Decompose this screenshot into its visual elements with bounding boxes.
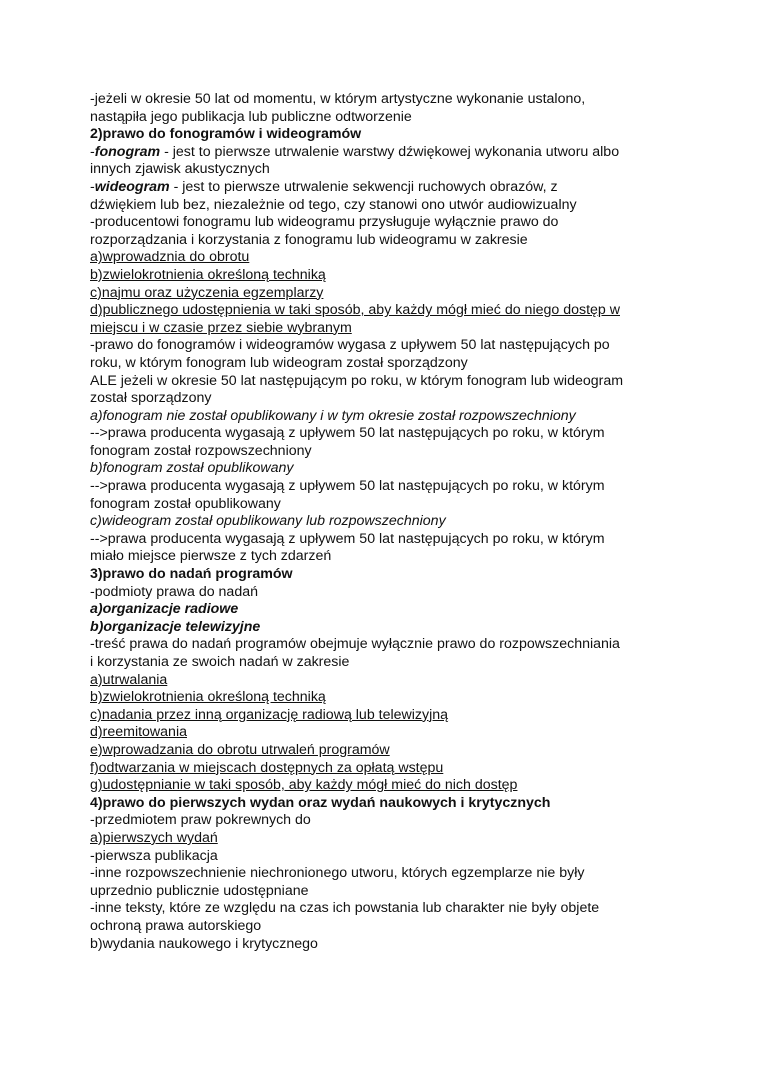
text-line: fonogram został rozpowszechniony [90, 442, 312, 459]
text-line: został sporządzony [90, 390, 212, 407]
term-fonogram: fonogram [94, 143, 161, 160]
text-line: dźwiękiem lub bez, niezależnie od tego, czy stanowi ono utwór audiowizualny [90, 196, 577, 213]
text-line: fonogram został opublikowany [90, 495, 281, 512]
case-item: c)wideogram został opublikowany lub rozpowszechniony [90, 513, 446, 530]
text-line: -prawo do fonogramów i wideogramów wygasa z upływem 50 lat następujących po [90, 337, 610, 354]
text-line: miało miejsce pierwsze z tych zdarzeń [90, 548, 332, 565]
list-item: a)pierwszych wydań [90, 829, 218, 846]
text-line: nastąpiła jego publikacja lub publiczne odtworzenie [90, 108, 412, 125]
list-item: f)odtwarzania w miejscach dostępnych za opłatą wstępu [90, 759, 444, 776]
list-item: e)wprowadzania do obrotu utrwaleń programów [90, 741, 390, 758]
text-line: -->prawa producenta wygasają z upływem 50 lat następujących po roku, w którym [90, 425, 605, 442]
text-line: rozporządzania i korzystania z fonogramu lub wideogramu w zakresie [90, 231, 528, 248]
text-line: roku, w którym fonogram lub wideogram został sporządzony [90, 354, 468, 371]
section-heading-3: 3)prawo do nadań programów [90, 566, 293, 583]
list-item: b)zwielokrotnienia określoną techniką [90, 266, 326, 283]
list-item: a)wprowadznia do obrotu [90, 249, 250, 266]
text-line: -producentowi fonogramu lub wideogramu przysługuje wyłącznie prawo do [90, 214, 559, 231]
list-item: a)utrwalania [90, 671, 168, 688]
term-wideogram: wideogram [94, 178, 170, 195]
list-item: b)zwielokrotnienia określoną techniką [90, 689, 326, 706]
text-line: -inne rozpowszechnienie niechronionego utworu, których egzemplarze nie były [90, 865, 585, 882]
text-line: -podmioty prawa do nadań [90, 583, 258, 600]
document-page [90, 91, 690, 953]
section-heading-4: 4)prawo do pierwszych wydan oraz wydań naukowych i krytycznych [90, 794, 551, 811]
text-line: -przedmiotem praw pokrewnych do [90, 812, 311, 829]
text-line: i korzystania ze swoich nadań w zakresie [90, 654, 350, 670]
text-line: innych zjawisk akustycznych [90, 161, 270, 178]
definition-text: - jest to pierwsze utrwalenie sekwencji ruchowych obrazów, z [169, 178, 558, 195]
list-item: d)publicznego udostępnienia w taki sposób, aby każdy mógł mieć do niego dostęp w [90, 302, 620, 319]
text-line: ALE jeżeli w okresie 50 lat następującym po roku, w którym fonogram lub wideogram [90, 372, 624, 389]
text-line: -->prawa producenta wygasają z upływem 50 lat następujących po roku, w którym [90, 478, 605, 495]
text-line: -inne teksty, które ze względu na czas ich powstania lub charakter nie były objete [90, 900, 600, 917]
subject-item: b)organizacje telewizyjne [90, 618, 261, 635]
list-item: c)nadania przez inną organizację radiową lub telewizyjną [90, 706, 449, 723]
text-line: b)wydania naukowego i krytycznego [90, 935, 318, 952]
definition-fonogram: -fonogram - jest to pierwsze utrwalenie warstwy dźwiękowej wykonania utworu albo [90, 143, 620, 160]
list-item: c)najmu oraz użyczenia egzemplarzy [90, 284, 324, 301]
text-line: -pierwsza publikacja [90, 847, 218, 864]
list-item: g)udostępnianie w taki sposób, aby każdy mógł mieć do nich dostęp [90, 777, 518, 794]
case-item: a)fonogram nie został opublikowany i w tym okresie został rozpowszechniony [90, 407, 576, 424]
list-item: miejscu i w czasie przez siebie wybranym [90, 319, 352, 336]
text-line: -->prawa producenta wygasają z upływem 50 lat następujących po roku, w którym [90, 530, 605, 547]
section-heading-2: 2)prawo do fonogramów i wideogramów [90, 126, 362, 143]
text-line: ochroną prawa autorskiego [90, 917, 262, 934]
list-item: d)reemitowania [90, 724, 187, 741]
text-line: -jeżeli w okresie 50 lat od momentu, w którym artystyczne wykonanie ustalono, [90, 91, 586, 107]
definition-wideogram: -wideogram - jest to pierwsze utrwalenie sekwencji ruchowych obrazów, z [90, 178, 558, 195]
text-line: -treść prawa do nadań programów obejmuje wyłącznie prawo do rozpowszechniania [90, 636, 620, 653]
case-item: b)fonogram został opublikowany [90, 460, 294, 477]
subject-item: a)organizacje radiowe [90, 601, 239, 618]
definition-text: - jest to pierwsze utrwalenie warstwy dźwiękowej wykonania utworu albo [160, 143, 620, 160]
text-line: uprzednio publicznie udostępniane [90, 882, 309, 899]
